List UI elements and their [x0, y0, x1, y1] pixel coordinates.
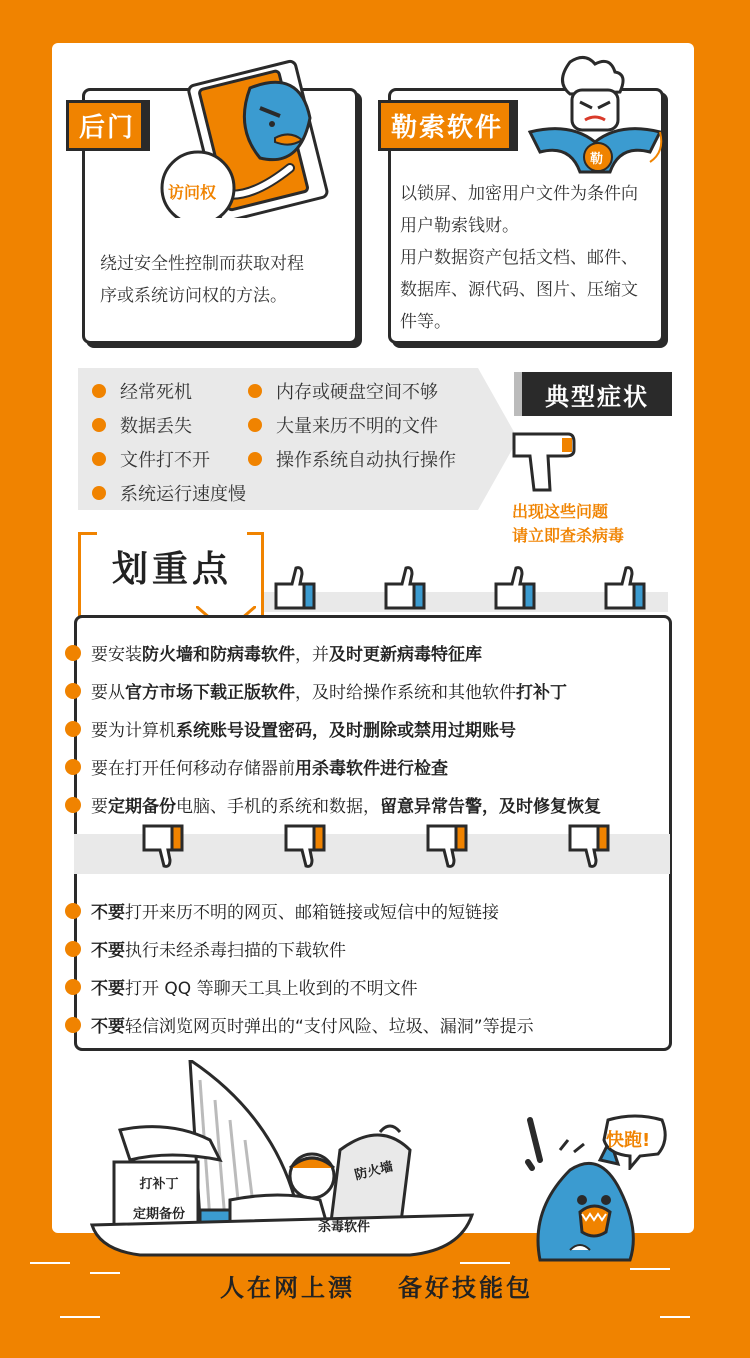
- symptom-item: 内存或硬盘空间不够: [248, 378, 438, 404]
- symptom-item: 文件打不开: [92, 446, 210, 472]
- shark-speech-text: 快跑!: [606, 1130, 651, 1151]
- warning-text: 出现这些问题 请立即查杀病毒: [512, 502, 625, 545]
- backdoor-title: 后门: [66, 100, 150, 151]
- key-points-title: 划重点: [97, 531, 247, 601]
- dont-item: 不要 打开 QQ 等聊天工具上收到的不明文件: [74, 974, 418, 999]
- thumbs-down-icon: [140, 822, 186, 870]
- ransomware-chest-badge: 勒: [590, 152, 604, 167]
- symptom-item: 大量来历不明的文件: [248, 412, 438, 438]
- thumbs-up-icon: [602, 564, 648, 612]
- symptom-item: 经常死机: [92, 378, 192, 404]
- do-item: 要为计算机 系统账号设置密码，及时删除或禁用过期账号: [74, 716, 516, 741]
- do-item: 要 定期备份 电脑、手机的系统和数据， 留意异常告警，及时修复恢复: [74, 792, 601, 817]
- symptom-item: 数据丢失: [92, 412, 192, 438]
- thumbs-down-icon: [424, 822, 470, 870]
- bag-label-antivirus: 杀毒软件: [318, 1220, 371, 1235]
- thumbs-up-icon: [272, 564, 318, 612]
- thumbs-down-icon: [566, 822, 612, 870]
- dont-item: 不要 打开来历不明的网页、邮箱链接或短信中的短链接: [74, 898, 499, 923]
- ransomware-title: 勒索软件: [378, 100, 518, 151]
- wave-line: [460, 1262, 510, 1264]
- wave-line: [90, 1272, 120, 1274]
- symptom-item: 操作系统自动执行操作: [248, 446, 456, 472]
- wave-line: [660, 1316, 690, 1318]
- sailing-boat-illustration: [80, 1060, 500, 1260]
- do-item: 要安装 防火墙和防病毒软件 ，并 及时更新病毒特征库: [74, 640, 482, 665]
- thumbs-up-icon: [382, 564, 428, 612]
- dont-item: 不要 轻信浏览网页时弹出的“支付风险、垃圾、漏洞”等提示: [74, 1012, 534, 1037]
- thumbs-up-icon: [492, 564, 538, 612]
- dont-item: 不要 执行未经杀毒扫描的下载软件: [74, 936, 346, 961]
- backdoor-description: 绕过安全性控制而获取对程 序或系统访问权的方法。: [100, 254, 304, 306]
- footer-slogan-left: 人在网上漂: [220, 1274, 355, 1302]
- bag-label-firewall: 防火墙: [353, 1159, 395, 1184]
- wave-line: [60, 1316, 100, 1318]
- backdoor-stamp-label: 访问权: [168, 183, 217, 202]
- boat-box-label: 打补丁 定期备份: [132, 1177, 185, 1222]
- symptom-item: 系统运行速度慢: [92, 480, 246, 506]
- thermometer-gun-icon: [508, 428, 578, 498]
- footer-slogan-right: 备好技能包: [398, 1274, 533, 1302]
- wave-line: [30, 1262, 70, 1264]
- do-item: 要从 官方市场下载正版软件 ，及时给操作系统和其他软件 打补丁: [74, 678, 567, 703]
- do-item: 要在打开任何移动存储器前 用杀毒软件进行检查: [74, 754, 448, 779]
- typical-symptoms-badge: 典型症状: [514, 372, 672, 416]
- thumbs-down-icon: [282, 822, 328, 870]
- wave-line: [630, 1268, 670, 1270]
- ransomware-description: 以锁屏、加密用户文件为条件向 用户勒索钱财。 用户数据资产包括文档、邮件、 数据库、源代码、图片、压缩文 件等。: [400, 184, 638, 332]
